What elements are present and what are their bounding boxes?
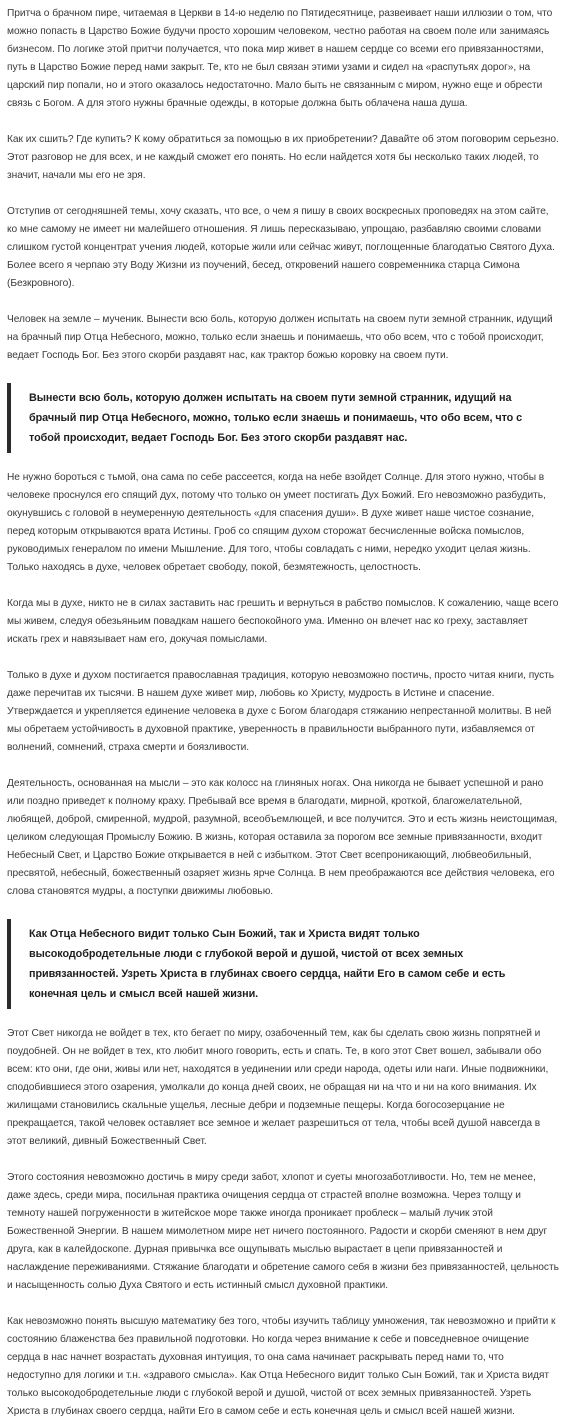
pull-quote: Как Отца Небесного видит только Сын Божий, так и Христа видят только высокодобродетельные люди с глубокой верой и душой, чистой от всех земных привязанностей. Узреть Христа в глубинах своего сердца, найти Его в самом себе и есть конечная цель и смысл всей нашей жизни. bbox=[7, 919, 560, 1009]
paragraph: Как невозможно понять высшую математику без того, чтобы изучить таблицу умножения, так невозможно и прийти к состоянию блаженства без правильной подготовки. Но когда через внимание к себе и повседневное очищение сердца в нас начнет возрастать духовная интуиция, то она сама начинает раскрывать перед нами то, что недоступно для логики и т.н. «здравого смысла». Как Отца Небесного видит только Сын Божий, так и Христа видят только высокодобродетельные люди с глубокой верой и душой, чистой от всех земных привязанностей. Узреть Христа в глубинах своего сердца, найти Его в самом себе и есть конечная цель и смысл всей нашей жизни. bbox=[7, 1316, 556, 1417]
paragraph: Как их сшить? Где купить? К кому обратиться за помощью в их приобретении? Давайте об этом поговорим серьезно. Этот разговор не для всех, и не каждый сможет его понять. Но если найдется хотя бы несколько таких людей, то значит, начали мы его не зря. bbox=[7, 134, 559, 181]
paragraph: Деятельность, основанная на мысли – это как колосс на глиняных ногах. Она никогда не бывает успешной и рано или поздно приведет к полному краху. Пребывай все время в благодати, мирной, кроткой, благожелательной, любящей, доброй, смиренной, мудрой, разумной, всеобъемлющей, и все получится. Это и есть жизнь неистощимая, целиком следующая Промыслу Божию. В жизнь, которая оставила за порогом все земные привязанности, входит Небесный Свет, и Царство Божие открывается в ней с избытком. Этот Свет всепроникающий, любвеобильный, пресвятой, небесный, божественный озаряет жизнь ярче Солнца. В нем преображаются все действия человека, его слова становятся мудры, а поступки движимы любовью. bbox=[7, 778, 558, 897]
paragraph: Только в духе и духом постигается православная традиция, которую невозможно постичь, просто читая книги, пусть даже перечитав их тысячи. В нашем духе живет мир, любовь ко Христу, мудрость в Истине и спасение. Утверждается и укрепляется единение человека в духе с Богом благодаря стяжанию непрестанной молитвы. В ней мы обретаем устойчивость в духовной практике, уверенность в правильности выбранного пути, избавляемся от волнений, сомнений, страха смерти и боязливости. bbox=[7, 670, 555, 753]
paragraph: Этот Свет никогда не войдет в тех, кто бегает по миру, озабоченный тем, как бы сделать свою жизнь попрятней и поудобней. Он не войдет в тех, кто любит много говорить, есть и спать. Те, в кого этот Свет вошел, забывали обо всем: кто они, где они, живы или нет, находятся в уединении или среди народа, одеты или наги. Иные подвижники, сподобившиеся этого озарения, умолкали до конца дней своих, не обращая ни на что и ни на кого внимания. Их жилищами становились скальные ущелья, лесные дебри и подземные пещеры. Когда богосозерцание не прекращается, такой человек оставляет все земное и желает разрешиться от тела, чтобы всей душой навсегда в этот великий, дивный Божественный Свет. bbox=[7, 1028, 549, 1147]
paragraph: Когда мы в духе, никто не в силах заставить нас грешить и вернуться в рабство помыслов. К сожалению, чаще всего мы живем, следуя обезьяньим повадкам нашего беспокойного ума. Именно он влечет нас ко греху, заставляет искать грех и навязывает нам его, докучая помыслами. bbox=[7, 598, 559, 645]
paragraph: Этого состояния невозможно достичь в миру среди забот, хлопот и суеты многозаботливости. Но, тем не менее, даже здесь, среди мира, посильная практика очищения сердца от страстей вполне возможна. Через толщу и темноту нашей погруженности в житейское море также иногда проникает проблеск – малый лучик этой Божественной Энергии. В нашем мимолетном мире нет ничего постоянного. Радости и скорби сменяют в нем друг друга, как в калейдоскопе. Дурная привычка все ощупывать мыслью вырастает в цепи привязанностей и наслаждение переживаниями. Стяжание благодати и обретение самого себя в жизни без привязанностей, цельность и насыщенность солью Духа Святого и есть истинный смысл духовной практики. bbox=[7, 1172, 559, 1291]
paragraph: Притча о брачном пире, читаемая в Церкви в 14-ю неделю по Пятидесятнице, развеивает наши иллюзии о том, что можно попасть в Царство Божие будучи просто хорошим человеком, честно работая на своем поле или занимаясь бизнесом. По логике этой притчи получается, что пока мир живет в нашем сердце со всеми его привязанностями, путь в Царство Божие перед нами закрыт. Те, кто не был связан этими узами и сидел на «распутьях дорог», на царский пир попали, но и этого оказалось недостаточно. Мало быть не связанным с миром, нужно еще и обрести связь с Богом. А для этого нужны брачные одежды, в которые должна быть облачена наша душа. bbox=[7, 8, 553, 109]
paragraph: Человек на земле – мученик. Вынести всю боль, которую должен испытать на своем пути земной странник, идущий на брачный пир Отца Небесного, можно, только если знаешь и понимаешь, что обо всем, что с тобой происходит, ведает Господь Бог. Без этого скорби раздавят нас, как трактор божью коровку на своем пути. bbox=[7, 314, 553, 361]
paragraph: Отступив от сегодняшней темы, хочу сказать, что все, о чем я пишу в своих воскресных проповедях на этом сайте, ко мне самому не имеет ни малейшего отношения. Я лишь пересказываю, упрощаю, разбавляю своими словами слишком густой концентрат учения людей, которые жили или сейчас живут, поглощенные благодатью Святого Духа. Более всего я черпаю эту Воду Жизни из поучений, бесед, откровений нашего современника старца Симона (Безкровного). bbox=[7, 206, 555, 289]
pull-quote: Вынести всю боль, которую должен испытать на своем пути земной странник, идущий на брачный пир Отца Небесного, можно, только если знаешь и понимаешь, что обо всем, что с тобой происходит, ведает Господь Бог. Без этого скорби раздавят нас. bbox=[7, 383, 560, 453]
paragraph: Не нужно бороться с тьмой, она сама по себе рассеется, когда на небе взойдет Солнце. Для этого нужно, чтобы в человеке проснулся его спящий дух, потому что только он умеет постигать Дух Божий. Его невозможно разбудить, окунувшись с головой в неумеренную деятельность «для спасения души». В духе живет наше чистое сознание, перед которым открываются врата Истины. Гроб со спящим духом сторожат бесчисленные войска помыслов, руководимых генералом по имени Мышление. Для того, чтобы совладать с ними, нередко уходит целая жизнь. Только находясь в духе, человек обретает свободу, покой, безмятежность, целостность. bbox=[7, 472, 546, 573]
